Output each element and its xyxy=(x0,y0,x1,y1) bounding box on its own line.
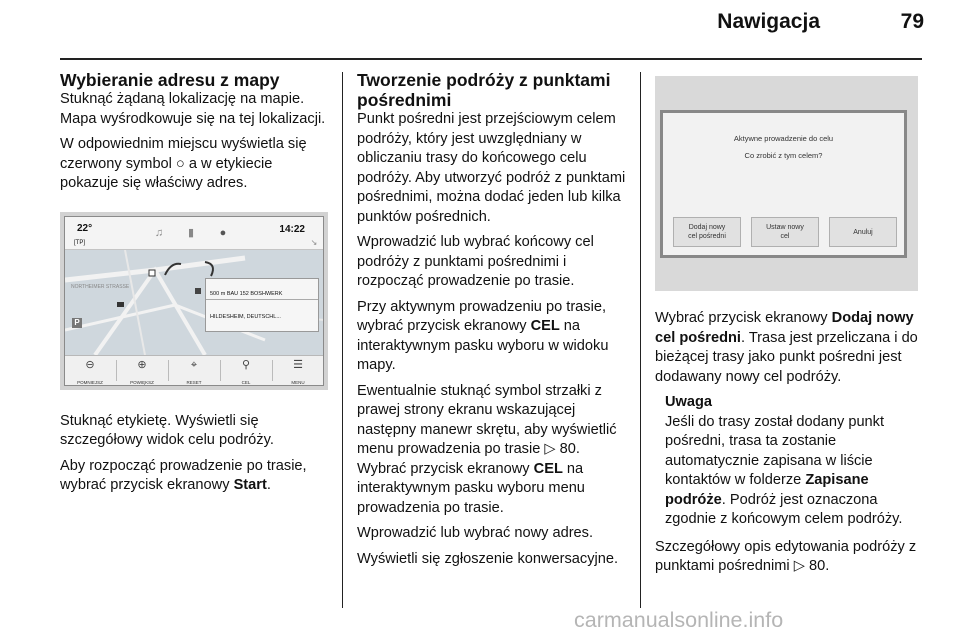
column-2 xyxy=(357,70,627,575)
menu-button[interactable]: ☰ MENU xyxy=(273,356,323,385)
tp-indicator: [TP] xyxy=(74,239,86,246)
paragraph: Wyświetli się zgłoszenie konwersacyjne. xyxy=(357,550,619,567)
column-divider-1 xyxy=(342,72,343,608)
start-label: Start xyxy=(233,477,267,493)
paragraph: Stuknąć żądaną lokalizację na mapie. Mapa wyśrodkowuje się na tej lokalizacji. xyxy=(60,91,326,127)
dialog-box xyxy=(663,113,904,255)
navigation-icon: ● xyxy=(219,226,227,239)
watermark: carmanualsonline.info xyxy=(574,608,784,632)
paragraph: Wprowadzić lub wybrać nowy adres. xyxy=(357,525,594,541)
street-label: NORTHEIMER STRASSE xyxy=(71,283,130,290)
menu-icon: ☰ xyxy=(293,358,303,371)
zoom-out-icon: ⊖ xyxy=(85,358,95,371)
destination-label[interactable] xyxy=(205,278,319,332)
header-rule xyxy=(60,58,922,60)
heading-waypoint-trip: Tworzenie podróży z punktami pośrednimi xyxy=(357,70,611,110)
dialog-title: Aktywne prowadzenie do celu xyxy=(733,134,834,143)
set-new-destination-button[interactable]: Ustaw nowy cel xyxy=(751,217,819,247)
destination-line-1: 500 m BAU 152 BOSHWERK xyxy=(210,290,283,297)
phone-icon: ▮ xyxy=(187,226,195,239)
temperature: 22° xyxy=(77,222,93,234)
status-bar xyxy=(65,217,323,250)
section-title: Nawigacja xyxy=(717,10,820,33)
paragraph: Aby rozpocząć prowadzenie po trasie, wybrać przycisk ekranowy Start. xyxy=(60,457,307,493)
dialog-screenshot xyxy=(655,76,918,291)
note-box: Uwaga Jeśli do trasy został dodany punkt pośredni, trasa ta zostanie automatycznie zapisana w liście kontaktów w folderze Zapisane podróże. Podróż jest oznaczona zgodnie z końcowym celem podróży. xyxy=(665,393,925,530)
paragraph: Wprowadzić lub wybrać końcowy cel podróży z punktami pośrednimi i rozpocząć prowadzenie po trasie. xyxy=(357,234,594,289)
column-divider-2 xyxy=(640,72,641,608)
column-3 xyxy=(655,70,925,583)
parking-icon: P xyxy=(72,318,82,328)
dialog-question: Co zrobić z tym celem? xyxy=(744,151,823,160)
paragraph: Stuknąć etykietę. Wyświetli się szczegółowy widok celu podróży. xyxy=(60,412,274,448)
column-1 xyxy=(60,70,330,502)
destination-line-2: HILDESHEIM, DEUTSCHL... xyxy=(210,313,281,320)
heading-select-address-on-map: Wybieranie adresu z mapy xyxy=(60,70,280,90)
navigation-map-screenshot xyxy=(60,212,328,390)
page-number: 79 xyxy=(900,10,924,33)
clock: 14:22 xyxy=(279,223,305,235)
interaction-selector-bar xyxy=(65,355,323,385)
paragraph: Przy aktywnym prowadzeniu po trasie, wybrać przycisk ekranowy CEL na interaktywnym pasku wyboru w widoku mapy. xyxy=(357,298,609,373)
arrow-icon: ↘ xyxy=(310,237,318,247)
paragraph: W odpowiednim miejscu wyświetla się czerwony symbol ○ a w etykiecie pokazuje się właściwy adres. xyxy=(60,136,307,191)
paragraph: Ewentualnie stuknąć symbol strzałki z prawej strony ekranu wskazującej następny manewr skrętu, aby wyświetlić menu prowadzenia po trasie ▷ 80. Wybrać przycisk ekranowy CEL na interaktywnym pasku wyboru menu prowadzenia po trasie. xyxy=(357,382,617,516)
cancel-button[interactable]: Anuluj xyxy=(829,217,897,247)
search-icon: ⚲ xyxy=(241,358,251,371)
music-icon: ♫ xyxy=(154,226,164,239)
crosshair-icon: ⌖ xyxy=(190,358,198,371)
destination-button[interactable]: ⚲ CEL xyxy=(221,356,271,385)
add-waypoint-button[interactable]: Dodaj nowy cel pośredni xyxy=(673,217,741,247)
paragraph: Wybrać przycisk ekranowy Dodaj nowy cel pośredni. Trasa jest przeliczana i do bieżącej trasy jako punkt pośredni jest dodawany nowy cel podróży. xyxy=(655,310,918,385)
map-view xyxy=(65,250,323,355)
reset-button[interactable]: ⌖ RESET xyxy=(169,356,219,385)
paragraph: Punkt pośredni jest przejściowym celem podróży, który jest uwzględniany w obliczaniu trasy do końcowego celu podróży. Aby utworzyć podróż z punktami pośrednimi, można dodać jeden lub kilka punktów pośrednich. xyxy=(357,111,626,225)
zoom-in-icon: ⊕ xyxy=(137,358,147,371)
zoom-out-button[interactable]: ⊖ POMNIEJSZ xyxy=(65,356,115,385)
note-title: Uwaga xyxy=(665,394,713,410)
zoom-in-button[interactable]: ⊕ POWIĘKSZ xyxy=(117,356,167,385)
paragraph: Szczegółowy opis edytowania podróży z punktami pośrednimi ▷ 80. xyxy=(655,538,917,574)
